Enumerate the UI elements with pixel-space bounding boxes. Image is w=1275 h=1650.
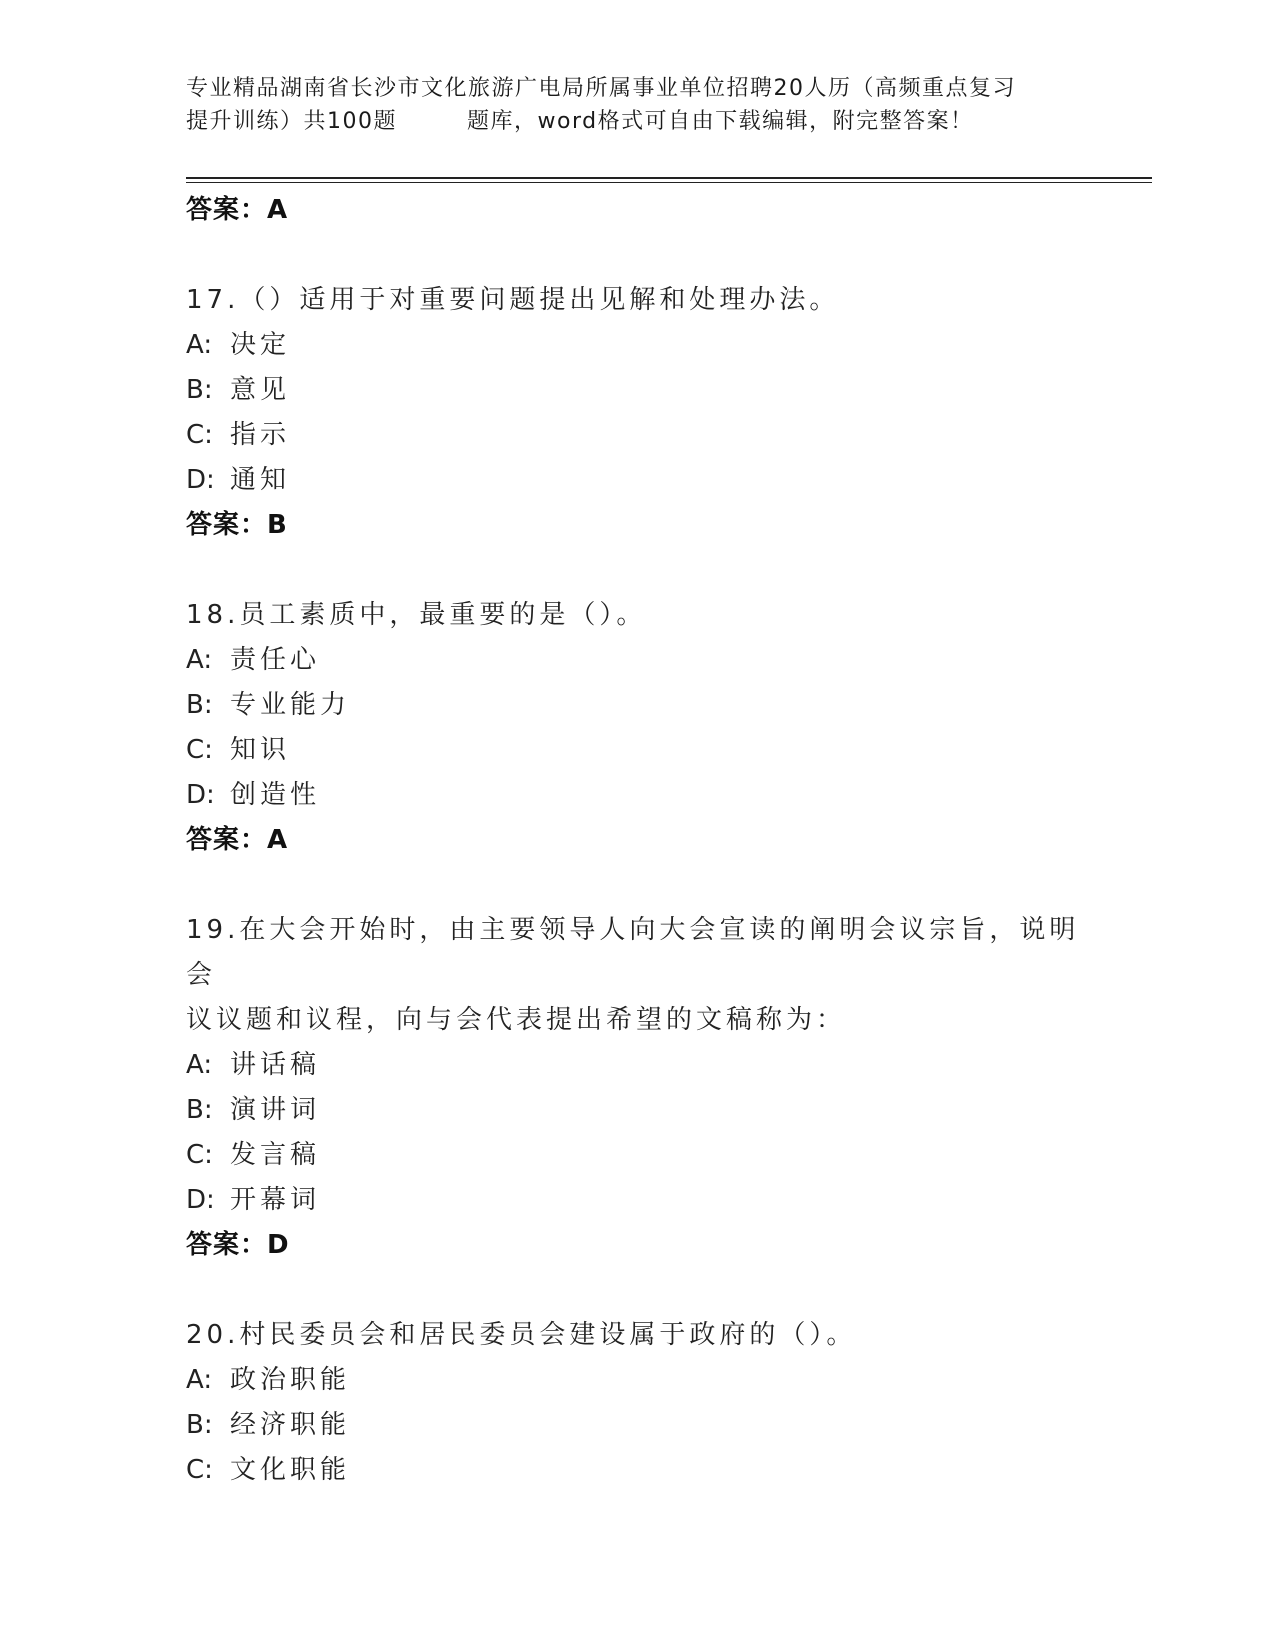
option-a: [186, 323, 1086, 368]
option-b: [186, 368, 1086, 413]
option-b: [186, 1088, 1086, 1133]
option-letter: B:: [186, 1095, 213, 1125]
option-text: 专业能力: [230, 690, 351, 720]
header-line-2-part-1: 提升训练）共100题: [186, 109, 397, 134]
option-text: 讲话稿: [230, 1050, 321, 1080]
option-d: [186, 773, 1086, 818]
question-list: [186, 188, 1086, 1493]
option-c: [186, 1448, 1086, 1493]
option-letter: A:: [186, 330, 213, 360]
option-text: 开幕词: [230, 1185, 321, 1215]
option-text: 创造性: [230, 780, 321, 810]
option-d: [186, 458, 1086, 503]
option-a: [186, 1043, 1086, 1088]
option-b: [186, 1403, 1086, 1448]
question-block: [186, 908, 1086, 1268]
option-text: 通知: [230, 465, 291, 495]
option-letter: C:: [186, 1455, 213, 1485]
question-block: [186, 278, 1086, 548]
option-a: [186, 1358, 1086, 1403]
option-text: 政治职能: [230, 1365, 351, 1395]
option-letter: C:: [186, 1140, 213, 1170]
option-c: [186, 1133, 1086, 1178]
option-letter: B:: [186, 375, 213, 405]
option-text: 文化职能: [230, 1455, 351, 1485]
option-text: 意见: [230, 375, 291, 405]
answer-line: 答案：A: [186, 195, 289, 225]
option-text: 指示: [230, 420, 291, 450]
option-letter: B:: [186, 690, 213, 720]
option-text: 发言稿: [230, 1140, 321, 1170]
option-letter: D:: [186, 780, 215, 810]
option-text: 经济职能: [230, 1410, 351, 1440]
question-text: 18.员工素质中，最重要的是（）。: [186, 600, 647, 630]
option-a: [186, 638, 1086, 683]
option-d: [186, 1178, 1086, 1223]
header-line-2: [186, 105, 1086, 138]
header-line-1: 专业精品湖南省长沙市文化旅游广电局所属事业单位招聘20人历（高频重点复习: [186, 76, 1016, 101]
answer-line: 答案：A: [186, 825, 289, 855]
answer-line: 答案：D: [186, 1230, 290, 1260]
option-text: 知识: [230, 735, 291, 765]
question-block: [186, 593, 1086, 863]
option-letter: D:: [186, 1185, 215, 1215]
answer-line: 答案：B: [186, 510, 288, 540]
option-letter: A:: [186, 1050, 213, 1080]
option-letter: A:: [186, 645, 213, 675]
option-text: 责任心: [230, 645, 321, 675]
option-b: [186, 683, 1086, 728]
option-letter: A:: [186, 1365, 213, 1395]
option-letter: D:: [186, 465, 215, 495]
document-header: [186, 72, 1086, 138]
question-text: 17.（）适用于对重要问题提出见解和处理办法。: [186, 285, 840, 315]
header-divider-thin: [186, 182, 1152, 183]
question-text-line-2: 议议题和议程，向与会代表提出希望的文稿称为：: [186, 1005, 847, 1035]
option-c: [186, 728, 1086, 773]
header-line-2-part-2: 题库，word格式可自由下载编辑，附完整答案！: [467, 109, 974, 134]
option-letter: C:: [186, 735, 213, 765]
question-block: [186, 1313, 1086, 1493]
option-letter: B:: [186, 1410, 213, 1440]
question-text: 20.村民委员会和居民委员会建设属于政府的（）。: [186, 1320, 857, 1350]
option-text: 演讲词: [230, 1095, 321, 1125]
option-letter: C:: [186, 420, 213, 450]
question-text-line-1: 19.在大会开始时，由主要领导人向大会宣读的阐明会议宗旨，说明会: [186, 915, 1080, 990]
option-text: 决定: [230, 330, 291, 360]
header-divider-thick: [186, 177, 1152, 179]
option-c: [186, 413, 1086, 458]
